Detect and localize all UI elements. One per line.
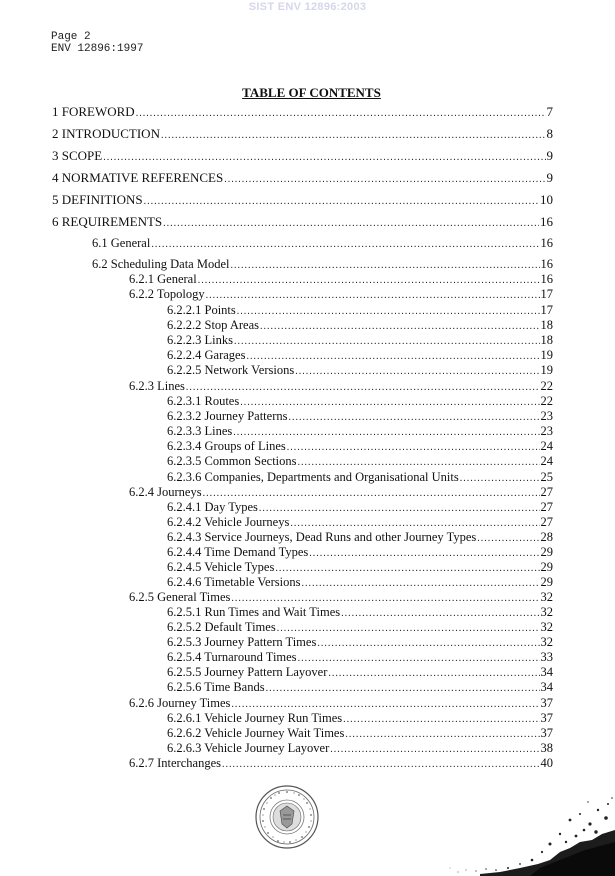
toc-entry[interactable] [52,192,553,208]
toc-dot-leader [277,623,540,634]
toc-entry-label: 6.2.7 Interchanges [129,756,221,770]
toc-entry-page: 16 [540,272,553,286]
toc-dot-leader [206,290,540,301]
toc-dot-leader [144,196,539,207]
toc-entry[interactable] [167,439,553,454]
toc-dot-leader [161,130,546,141]
toc-entry[interactable] [167,560,553,575]
document-id: ENV 12896:1997 [51,43,144,55]
toc-dot-leader [231,699,539,710]
toc-entry-page: 40 [540,756,553,770]
toc-entry[interactable] [129,485,553,500]
toc-entry-page: 7 [546,104,553,119]
toc-entry-label: 6.2.2.2 Stop Areas [167,318,260,332]
toc-entry-page: 37 [540,696,553,710]
toc-entry-label: 6.2.4.2 Vehicle Journeys [167,515,290,529]
toc-dot-leader [224,174,545,185]
toc-entry[interactable] [129,590,553,605]
toc-entry[interactable] [52,104,553,120]
watermark: SIST ENV 12896:2003 [248,1,367,13]
toc-dot-leader [233,427,539,438]
toc-entry-label: 6.2.3.5 Common Sections [167,454,297,468]
toc-entry-label: 1 FOREWORD [52,104,135,119]
toc-entry[interactable] [167,726,553,741]
toc-dot-leader [163,218,539,229]
toc-entry-label: 5 DEFINITIONS [52,192,143,207]
toc-dot-leader [136,108,546,119]
toc-entry-label: 6.2.3.1 Routes [167,394,240,408]
toc-entry-page: 28 [540,530,553,544]
toc-entry-label: 6.2.4.3 Service Journeys, Dead Runs and other Journey Types [167,530,477,544]
toc-entry-page: 19 [540,363,553,377]
toc-entry-page: 17 [540,303,553,317]
toc-entry-page: 24 [540,439,553,453]
toc-dot-leader [203,488,540,499]
toc-entry-page: 8 [546,126,553,141]
toc-dot-leader [231,593,539,604]
toc-entry[interactable] [52,126,553,142]
toc-dot-leader [222,759,540,770]
toc-entry-label: 4 NORMATIVE REFERENCES [52,170,224,185]
toc-entry-label: 6.2.3.2 Journey Patterns [167,409,288,423]
toc-entry-page: 17 [540,287,553,301]
toc-entry[interactable] [129,287,553,302]
toc-dot-leader [287,442,540,453]
toc-entry-page: 19 [540,348,553,362]
toc-entry-page: 25 [540,470,553,484]
toc-entry[interactable] [167,545,553,560]
toc-entry-label: 6.2.1 General [129,272,197,286]
toc-entry-label: 6.2.5 General Times [129,590,231,604]
toc-dot-leader [240,397,539,408]
toc-entry-label: 6.2.5.5 Journey Pattern Layover [167,665,328,679]
toc-dot-leader [460,473,540,484]
toc-dot-leader [343,714,539,725]
toc-entry-label: 6.2 Scheduling Data Model [92,257,230,271]
toc-entry-label: 6.2.3.6 Companies, Departments and Organisational Units [167,470,459,484]
toc-entry-page: 16 [540,214,553,229]
page-number: Page 2 [51,31,91,43]
toc-entry[interactable] [129,379,553,394]
toc-entry[interactable] [52,148,553,164]
toc-dot-leader [298,653,540,664]
toc-entry-page: 23 [540,424,553,438]
toc-dot-leader [328,668,539,679]
toc-entry-page: 16 [540,236,553,250]
toc-entry-label: 3 SCOPE [52,148,103,163]
toc-entry[interactable] [167,500,553,515]
toc-entry-page: 37 [540,726,553,740]
toc-entry-page: 10 [540,192,553,207]
toc-entry[interactable] [167,635,553,650]
toc-entry-label: 6.2.4 Journeys [129,485,202,499]
toc-entry[interactable] [167,318,553,333]
toc-entry-page: 22 [540,379,553,393]
toc-entry-page: 18 [540,333,553,347]
toc-entry-label: 6.2.6.3 Vehicle Journey Layover [167,741,330,755]
toc-entry-page: 23 [540,409,553,423]
toc-entry[interactable] [167,303,553,318]
toc-entry[interactable] [167,454,553,469]
scan-smudge [420,790,615,876]
toc-entry[interactable] [167,665,553,680]
toc-entry-label: 6.2.6.2 Vehicle Journey Wait Times [167,726,345,740]
toc-dot-leader [330,744,539,755]
toc-entry-label: 6.2.6.1 Vehicle Journey Run Times [167,711,343,725]
toc-entry-label: 2 INTRODUCTION [52,126,160,141]
toc-entry-label: 6.1 General [92,236,151,250]
toc-entry[interactable] [129,756,553,771]
toc-dot-leader [259,503,540,514]
toc-entry-label: 6.2.2.4 Garages [167,348,246,362]
toc-entry[interactable] [167,348,553,363]
toc-entry[interactable] [167,424,553,439]
toc-entry-label: 6.2.2.1 Points [167,303,236,317]
toc-entry-label: 6.2.3.3 Lines [167,424,233,438]
toc-entry-label: 6.2.4.6 Timetable Versions [167,575,301,589]
toc-entry-page: 16 [540,257,553,271]
toc-dot-leader [290,518,539,529]
toc-dot-leader [230,260,539,271]
toc-entry[interactable] [167,650,553,665]
toc-entry-page: 22 [540,394,553,408]
toc-dot-leader [260,321,539,332]
official-seal-stamp [254,784,320,850]
toc-dot-leader [266,683,540,694]
toc-entry[interactable] [167,711,553,726]
toc-dot-leader [301,578,539,589]
toc-entry-label: 6 REQUIREMENTS [52,214,163,229]
toc-entry[interactable] [167,515,553,530]
toc-entry-label: 6.2.3.4 Groups of Lines [167,439,286,453]
toc-dot-leader [275,563,539,574]
toc-title: TABLE OF CONTENTS [242,85,381,100]
toc-entry-page: 27 [540,515,553,529]
toc-entry-page: 38 [540,741,553,755]
toc-entry-label: 6.2.5.2 Default Times [167,620,276,634]
toc-entry-label: 6.2.6 Journey Times [129,696,231,710]
toc-entry[interactable] [167,363,553,378]
toc-entry[interactable] [52,214,553,230]
toc-entry-label: 6.2.4.4 Time Demand Types [167,545,309,559]
toc-dot-leader [295,366,539,377]
toc-entry-label: 6.2.5.4 Turnaround Times [167,650,297,664]
toc-dot-leader [345,729,539,740]
toc-dot-leader [234,336,540,347]
toc-entry-label: 6.2.2.5 Network Versions [167,363,295,377]
toc-dot-leader [246,351,539,362]
toc-entry-page: 29 [540,575,553,589]
toc-entry-page: 37 [540,711,553,725]
toc-dot-leader [309,548,539,559]
toc-entry[interactable] [167,409,553,424]
toc-entry-page: 18 [540,318,553,332]
toc-entry-page: 34 [540,665,553,679]
toc-entry[interactable] [129,696,553,711]
toc-entry[interactable] [167,333,553,348]
toc-entry-label: 6.2.5.1 Run Times and Wait Times [167,605,341,619]
toc-entry-page: 9 [546,148,553,163]
toc-entry-page: 27 [540,500,553,514]
toc-dot-leader [317,638,539,649]
toc-dot-leader [298,457,540,468]
toc-entry-label: 6.2.2 Topology [129,287,205,301]
toc-dot-leader [103,152,545,163]
toc-entry-page: 9 [546,170,553,185]
toc-entry-page: 34 [540,680,553,694]
toc-entry-page: 32 [540,590,553,604]
toc-dot-leader [186,382,540,393]
toc-entry[interactable] [167,741,553,756]
toc-entry-page: 33 [540,650,553,664]
toc-entry[interactable] [52,170,553,186]
toc-dot-leader [477,533,539,544]
toc-entry-page: 27 [540,485,553,499]
toc-entry-page: 32 [540,605,553,619]
toc-entry-page: 32 [540,635,553,649]
page-title [0,84,615,102]
toc-entry[interactable] [167,470,553,485]
toc-entry-label: 6.2.5.6 Time Bands [167,680,265,694]
toc-entry[interactable] [129,272,553,287]
toc-dot-leader [237,306,540,317]
toc-entry[interactable] [167,620,553,635]
toc-dot-leader [288,412,539,423]
toc-entry[interactable] [167,680,553,695]
toc-entry-label: 6.2.4.1 Day Types [167,500,258,514]
toc-dot-leader [198,275,540,286]
toc-entry-page: 29 [540,545,553,559]
toc-entry-page: 29 [540,560,553,574]
toc-entry-label: 6.2.4.5 Vehicle Types [167,560,275,574]
page-header [51,31,143,55]
toc-entry[interactable] [92,236,553,251]
toc-entry[interactable] [92,257,553,272]
toc-entry[interactable] [167,605,553,620]
toc-entry-label: 6.2.5.3 Journey Pattern Times [167,635,317,649]
toc-dot-leader [151,239,539,250]
toc-entry[interactable] [167,394,553,409]
toc-entry-label: 6.2.3 Lines [129,379,185,393]
toc-entry[interactable] [167,530,553,545]
toc-entry[interactable] [167,575,553,590]
toc-dot-leader [341,608,539,619]
toc-entry-page: 32 [540,620,553,634]
toc-entry-page: 24 [540,454,553,468]
toc-entry-label: 6.2.2.3 Links [167,333,233,347]
